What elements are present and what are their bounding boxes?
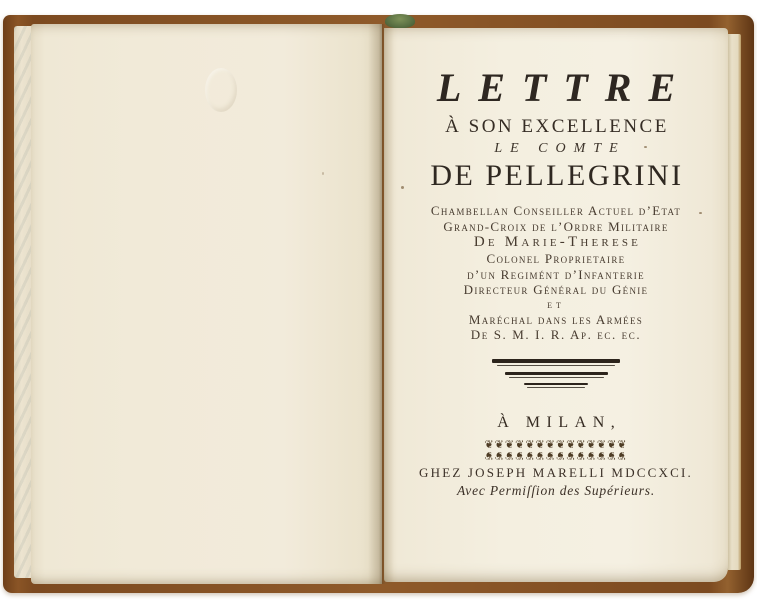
dedication-le-comte-line: LE COMTE xyxy=(494,141,626,156)
printer-rule-ornament xyxy=(384,359,728,388)
imprint-city: À MILAN, xyxy=(497,413,622,431)
foxing-spot xyxy=(322,172,324,175)
foxing-spot xyxy=(644,146,647,148)
honorific-line: Grand-Croix de l’Ordre Militaire xyxy=(443,218,669,234)
rule-bar-thin xyxy=(497,365,615,366)
gutter-shadow xyxy=(368,24,394,584)
dedicatee-name: DE PELLEGRINI xyxy=(430,159,684,192)
fore-edge-page-block xyxy=(728,34,741,570)
rule-bar xyxy=(505,372,608,375)
rule-bar-thin xyxy=(527,387,585,388)
blank-verso-page xyxy=(31,24,382,584)
honorific-line: Colonel Proprietaire xyxy=(486,251,626,266)
honorific-line: Directeur Général du Génie xyxy=(463,282,649,297)
book-title: LETTRE xyxy=(436,65,693,110)
rule-bar-thin xyxy=(509,377,604,378)
honorific-line: Chambellan Conseiller Actuel d’Etat xyxy=(430,203,682,218)
honorific-line: De Marie-Therese xyxy=(473,234,642,250)
imprint-publisher: GHEZ JOSEPH MARELLI MDCCXCI. xyxy=(419,464,693,480)
rule-bar xyxy=(492,359,620,363)
honorific-line: d’un Regimént d’Infanterie xyxy=(467,266,645,282)
rule-bar xyxy=(524,383,588,385)
title-page xyxy=(384,28,728,582)
honorific-line: De S. M. I. R. Ap. ec. ec. xyxy=(470,327,642,342)
embossed-blind-stamp xyxy=(205,68,237,112)
fleuron-border-row: ❦❦❦❦❦❦❦❦❦❦❦❦❦❦ xyxy=(484,437,628,451)
honorific-titles-block xyxy=(384,203,728,343)
title-page-text xyxy=(384,28,728,582)
foxing-spot xyxy=(401,186,404,189)
fleuron-border-row: ❦❦❦❦❦❦❦❦❦❦❦❦❦❦ xyxy=(484,448,628,462)
imprint-permission: Avec Permiſſion des Supérieurs. xyxy=(456,482,655,498)
honorific-line: et xyxy=(547,298,565,311)
foxing-spot xyxy=(699,212,702,214)
honorific-line: Maréchal dans les Armées xyxy=(468,311,644,327)
dedication-address-line: À SON EXCELLENCE xyxy=(445,116,669,137)
